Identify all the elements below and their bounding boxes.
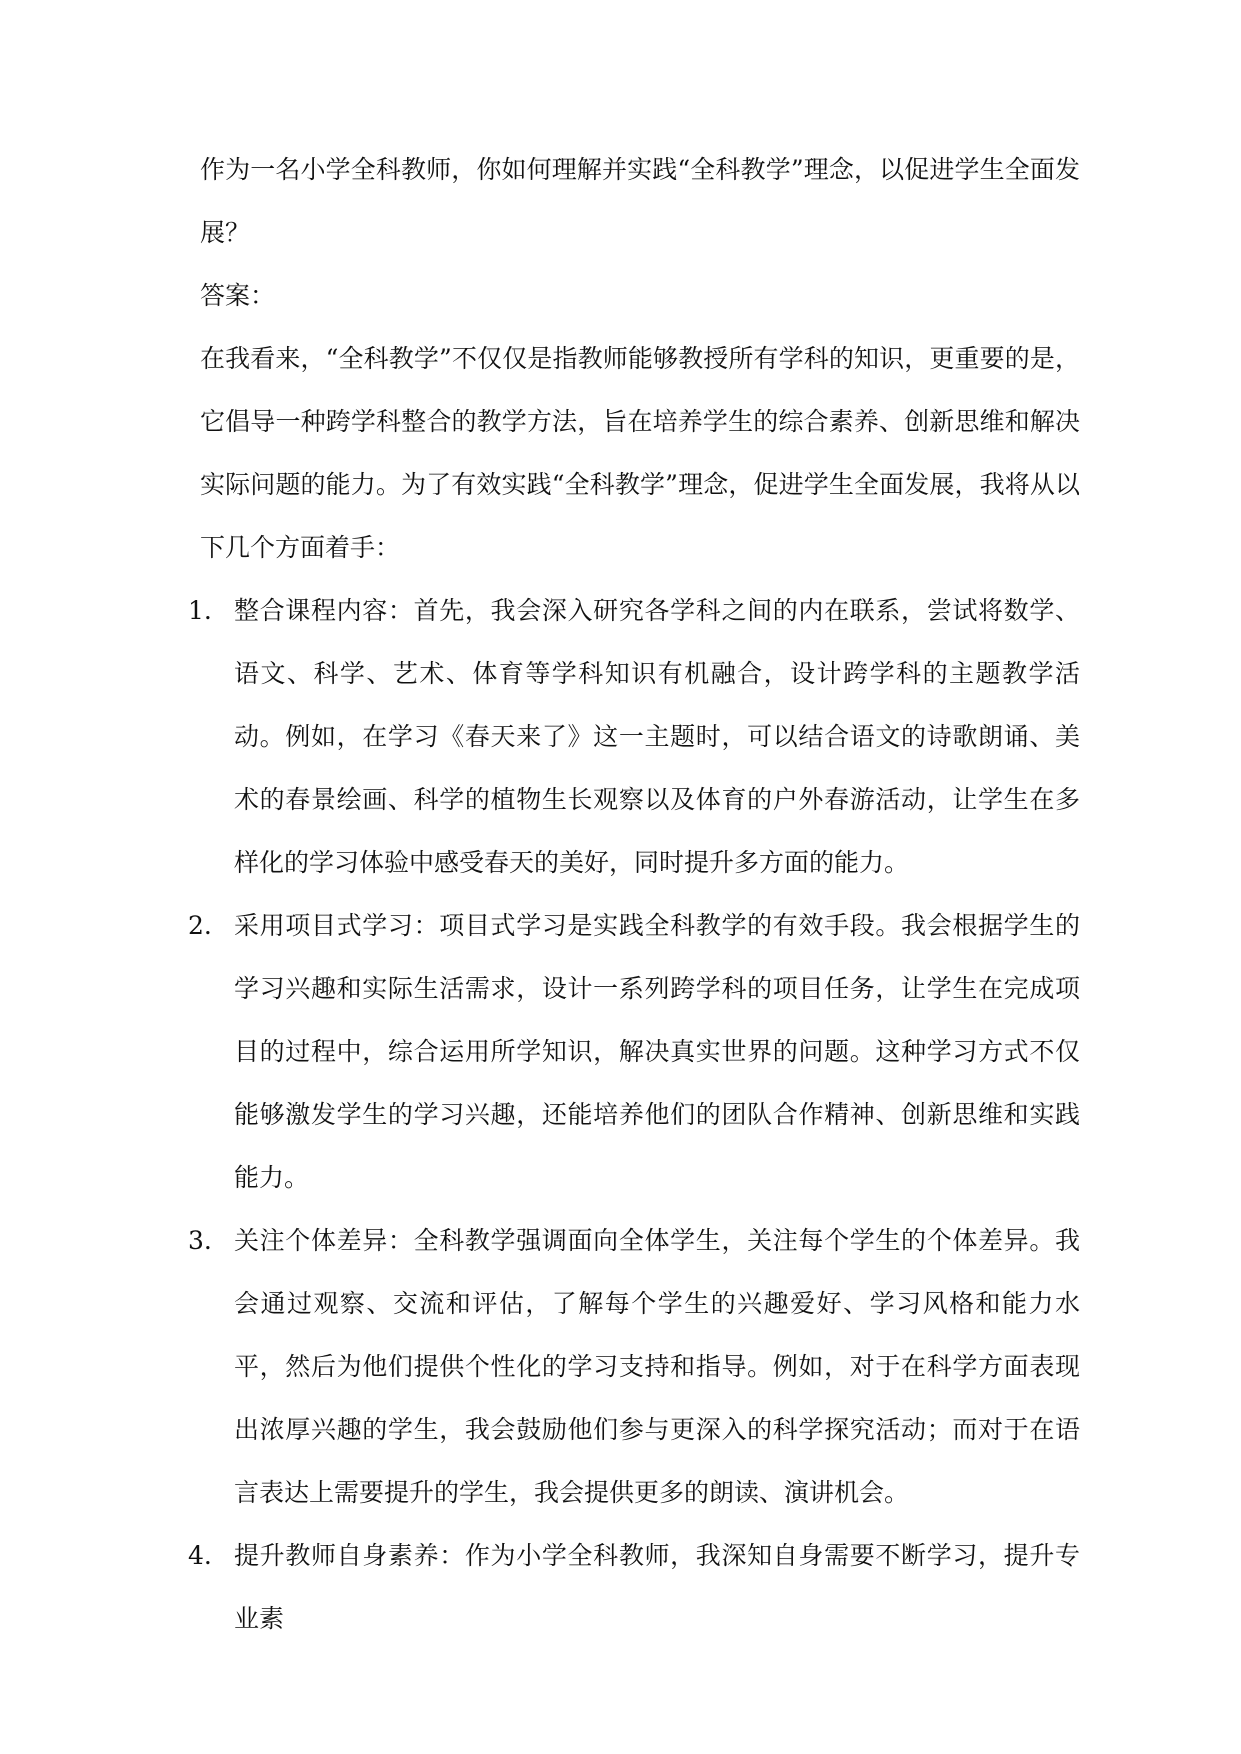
answer-list	[188, 579, 1080, 1650]
list-item-number: 3.	[188, 1226, 212, 1255]
list-item	[188, 579, 1080, 894]
list-item-number: 4.	[188, 1541, 212, 1570]
list-item-number: 2.	[188, 911, 212, 940]
intro-paragraph: 在我看来，“全科教学”不仅仅是指教师能够教授所有学科的知识，更重要的是，它倡导一种跨学科整合的教学方法，旨在培养学生的综合素养、创新思维和解决实际问题的能力。为了有效实践“全科教学”理念，促进学生全面发展，我将从以下几个方面着手：	[200, 344, 1080, 562]
list-item	[188, 1209, 1080, 1524]
list-item-number: 1.	[188, 596, 212, 625]
answer-label: 答案：	[200, 281, 276, 310]
list-item-text: 提升教师自身素养：作为小学全科教师，我深知自身需要不断学习，提升专业素	[234, 1541, 1080, 1633]
document-content	[188, 138, 1080, 1650]
list-item-text: 关注个体差异：全科教学强调面向全体学生，关注每个学生的个体差异。我会通过观察、交流和评估，了解每个学生的兴趣爱好、学习风格和能力水平，然后为他们提供个性化的学习支持和指导。例如，对于在科学方面表现出浓厚兴趣的学生，我会鼓励他们参与更深入的科学探究活动；而对于在语言表达上需要提升的学生，我会提供更多的朗读、演讲机会。	[234, 1226, 1080, 1507]
list-item	[188, 1524, 1080, 1650]
list-item	[188, 894, 1080, 1209]
list-item-text: 采用项目式学习：项目式学习是实践全科教学的有效手段。我会根据学生的学习兴趣和实际生活需求，设计一系列跨学科的项目任务，让学生在完成项目的过程中，综合运用所学知识，解决真实世界的问题。这种学习方式不仅能够激发学生的学习兴趣，还能培养他们的团队合作精神、创新思维和实践能力。	[234, 911, 1080, 1192]
question-text: 作为一名小学全科教师，你如何理解并实践“全科教学”理念，以促进学生全面发展？	[200, 155, 1080, 247]
list-item-text: 整合课程内容：首先，我会深入研究各学科之间的内在联系，尝试将数学、语文、科学、艺术、体育等学科知识有机融合，设计跨学科的主题教学活动。例如，在学习《春天来了》这一主题时，可以结合语文的诗歌朗诵、美术的春景绘画、科学的植物生长观察以及体育的户外春游活动，让学生在多样化的学习体验中感受春天的美好，同时提升多方面的能力。	[234, 596, 1080, 877]
